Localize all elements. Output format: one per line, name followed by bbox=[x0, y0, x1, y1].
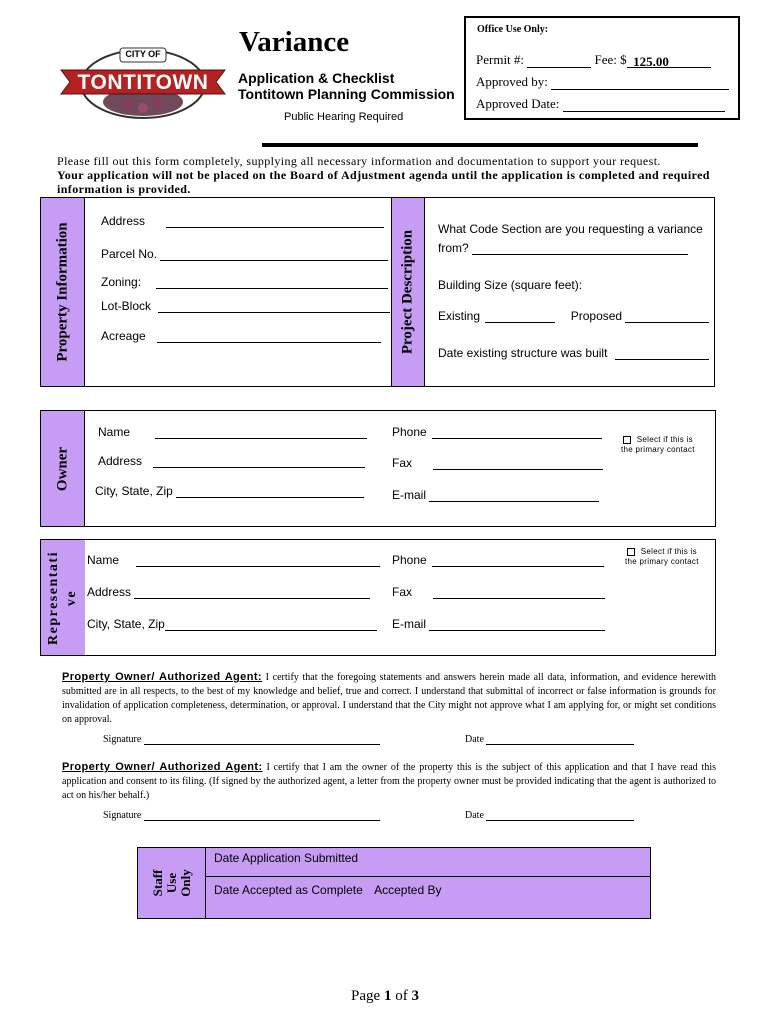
project-side-label: Project Description bbox=[391, 198, 425, 386]
rep-name-row: Name bbox=[87, 553, 380, 567]
owner-primary-checkbox[interactable] bbox=[623, 436, 631, 444]
cert2-text: I certify that I am the owner of the property this is the subject of this application and that I have read this application and consent to its filing. (If signed by the authorized agent, a letter from the property owner must be provided indicating that the agent is authorized to act on his/her behalf.) bbox=[62, 762, 716, 801]
owner-primary-contact[interactable]: Select if this is the primary contact bbox=[621, 435, 695, 454]
property-address-row: Address bbox=[101, 214, 384, 228]
cert2-date-input[interactable] bbox=[486, 811, 634, 821]
permit-row bbox=[476, 52, 711, 68]
zoning-input[interactable] bbox=[156, 279, 388, 289]
rep-address-row: Address bbox=[87, 585, 370, 599]
acreage-input[interactable] bbox=[157, 333, 381, 343]
intro-text bbox=[57, 154, 717, 196]
page-title: Variance bbox=[239, 26, 350, 58]
cert2-signature-input[interactable] bbox=[144, 811, 380, 821]
city-logo bbox=[58, 46, 228, 122]
rep-phone-row: Phone bbox=[392, 553, 604, 567]
representative-section bbox=[40, 539, 716, 656]
certification-statement-2 bbox=[62, 760, 716, 803]
owner-email-row: E-mail bbox=[392, 488, 599, 502]
header-divider bbox=[262, 143, 698, 147]
lot-block-row: Lot-Block bbox=[101, 299, 390, 313]
date-built-input[interactable] bbox=[615, 350, 709, 360]
page-number: Page 1 of 3 bbox=[351, 988, 419, 1004]
subtitle-checklist: Application & Checklist bbox=[238, 70, 395, 86]
zoning-row: Zoning: bbox=[101, 275, 388, 289]
logo-city-text: CITY OF bbox=[125, 49, 161, 59]
cert1-heading: Property Owner/ Authorized Agent: bbox=[62, 671, 262, 683]
intro-line2: Your application will not be placed on the Board of Adjustment agenda until the application is completed and required information is provided. bbox=[57, 168, 710, 196]
fee-label: Fee: $ bbox=[594, 52, 627, 67]
permit-input[interactable] bbox=[527, 56, 591, 68]
rep-email-row: E-mail bbox=[392, 617, 605, 631]
date-submitted-field[interactable]: Date Application Submitted bbox=[214, 851, 359, 865]
owner-address-row: Address bbox=[98, 454, 365, 468]
representative-side-label: Representati ve bbox=[41, 540, 85, 655]
cert1-text: I certify that the foregoing statements and answers herein made all data, information, and evidence herewith submitted are in all respects, to the best of my knowledge and belief, true and correct. I understand that submittal of incorrect or false information is grounds for invalidation of application completeness, determination, or approval. I understand that the City might not approve what I am applying for, or might set conditions on approval. bbox=[62, 672, 716, 725]
code-section-row: from? bbox=[438, 241, 688, 255]
approved-date-row bbox=[476, 96, 725, 112]
rep-email-input[interactable] bbox=[429, 621, 605, 631]
logo-name-text: TONTITOWN bbox=[77, 71, 209, 94]
rep-address-input[interactable] bbox=[134, 589, 370, 599]
owner-city-row: City, State, Zip bbox=[95, 484, 364, 498]
date-built-row: Date existing structure was built bbox=[438, 346, 709, 360]
acreage-row: Acreage bbox=[101, 329, 381, 343]
existing-row: Existing Proposed bbox=[438, 309, 709, 323]
owner-email-input[interactable] bbox=[429, 492, 599, 502]
owner-phone-row: Phone bbox=[392, 425, 602, 439]
rep-primary-checkbox[interactable] bbox=[627, 548, 635, 556]
lot-block-input[interactable] bbox=[158, 303, 390, 313]
approved-date-label: Approved Date: bbox=[476, 96, 560, 111]
approved-by-row bbox=[476, 74, 729, 90]
owner-phone-input[interactable] bbox=[432, 429, 602, 439]
rep-city-row: City, State, Zip bbox=[87, 617, 377, 631]
owner-fax-input[interactable] bbox=[433, 460, 603, 470]
owner-name-row: Name bbox=[98, 425, 367, 439]
cert1-date-input[interactable] bbox=[486, 735, 634, 745]
parcel-input[interactable] bbox=[160, 251, 388, 261]
property-address-input[interactable] bbox=[166, 218, 384, 228]
cert2-signature-row: Signature bbox=[103, 810, 380, 821]
property-side-label: Property Information bbox=[41, 198, 85, 386]
fee-value: 125.00 bbox=[633, 54, 669, 69]
owner-name-input[interactable] bbox=[155, 429, 367, 439]
cert1-signature-row: Signature bbox=[103, 734, 380, 745]
owner-section bbox=[40, 410, 716, 527]
property-section bbox=[40, 197, 715, 387]
certification-statement-1 bbox=[62, 670, 716, 727]
parcel-row: Parcel No. bbox=[101, 247, 388, 261]
permit-label: Permit #: bbox=[476, 52, 525, 67]
building-size-label: Building Size (square feet): bbox=[438, 278, 583, 292]
rep-name-input[interactable] bbox=[136, 557, 380, 567]
staff-divider bbox=[206, 876, 650, 877]
approved-date-input[interactable] bbox=[563, 100, 725, 112]
owner-side-label: Owner bbox=[41, 411, 85, 526]
rep-phone-input[interactable] bbox=[432, 557, 604, 567]
office-use-box bbox=[464, 16, 740, 120]
office-use-heading: Office Use Only: bbox=[477, 24, 549, 35]
cert2-date-row: Date bbox=[465, 810, 634, 821]
staff-side-label: Staff Use Only bbox=[138, 848, 206, 918]
owner-address-input[interactable] bbox=[153, 458, 365, 468]
date-accepted-field[interactable]: Date Accepted as Complete Accepted By bbox=[214, 883, 442, 897]
owner-fax-row: Fax bbox=[392, 456, 603, 470]
cert2-heading: Property Owner/ Authorized Agent: bbox=[62, 761, 263, 773]
code-section-input[interactable] bbox=[472, 245, 688, 255]
accepted-by-label: Accepted By bbox=[374, 883, 442, 897]
cert1-signature-input[interactable] bbox=[144, 735, 380, 745]
rep-fax-row: Fax bbox=[392, 585, 605, 599]
rep-city-input[interactable] bbox=[165, 621, 377, 631]
approved-by-input[interactable] bbox=[551, 78, 729, 90]
fee-input[interactable] bbox=[627, 54, 711, 68]
approved-by-label: Approved by: bbox=[476, 74, 548, 89]
intro-line1: Please fill out this form completely, supplying all necessary information and documentation to support your request. bbox=[57, 154, 661, 168]
rep-primary-contact[interactable]: Select if this is the primary contact bbox=[625, 547, 699, 566]
proposed-input[interactable] bbox=[625, 313, 709, 323]
staff-use-section bbox=[137, 847, 651, 919]
code-section-line1: What Code Section are you requesting a variance bbox=[438, 222, 703, 236]
owner-city-input[interactable] bbox=[176, 488, 364, 498]
hearing-note: Public Hearing Required bbox=[284, 111, 404, 123]
existing-input[interactable] bbox=[485, 313, 555, 323]
cert1-date-row: Date bbox=[465, 734, 634, 745]
rep-fax-input[interactable] bbox=[433, 589, 605, 599]
subtitle-commission: Tontitown Planning Commission bbox=[238, 86, 455, 102]
